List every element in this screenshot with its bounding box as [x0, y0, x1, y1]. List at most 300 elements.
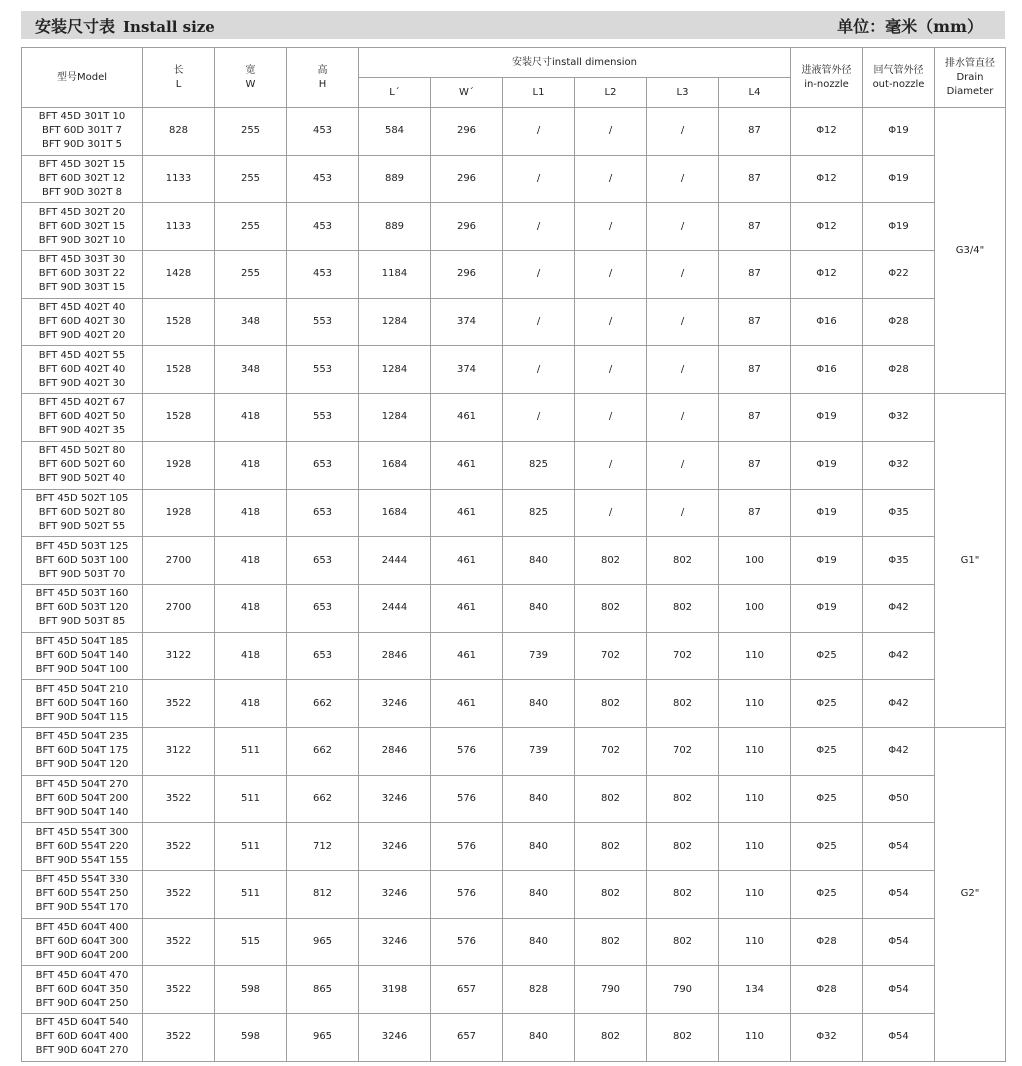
value-cell: / — [503, 155, 575, 203]
value-cell: 553 — [287, 346, 359, 394]
value-cell: 453 — [287, 251, 359, 299]
header-l3: L3 — [647, 78, 719, 108]
value-cell: Φ25 — [791, 775, 863, 823]
header-length: 长 L — [143, 48, 215, 108]
value-cell: 110 — [719, 632, 791, 680]
value-cell: Φ16 — [791, 298, 863, 346]
model-name: BFT 60D 502T 60 — [38, 459, 126, 471]
model-name: BFT 45D 504T 185 — [35, 635, 129, 647]
model-name: BFT 60D 604T 300 — [35, 936, 129, 948]
value-cell: 255 — [215, 155, 287, 203]
value-cell: Φ28 — [791, 918, 863, 966]
table-row — [22, 823, 1006, 871]
value-cell: 100 — [719, 537, 791, 585]
value-cell: 802 — [575, 584, 647, 632]
value-cell: 802 — [647, 823, 719, 871]
value-cell: 702 — [575, 727, 647, 775]
header-install-dimension: 安装尺寸install dimension — [359, 48, 791, 78]
model-cell — [22, 823, 143, 871]
value-cell: 374 — [431, 346, 503, 394]
value-cell: 511 — [215, 823, 287, 871]
value-cell: / — [647, 394, 719, 442]
value-cell: 840 — [503, 918, 575, 966]
value-cell: 2700 — [143, 584, 215, 632]
table-row — [22, 394, 1006, 442]
value-cell: 653 — [287, 489, 359, 537]
value-cell: 865 — [287, 966, 359, 1014]
value-cell: Φ25 — [791, 871, 863, 919]
value-cell: 110 — [719, 727, 791, 775]
value-cell: 3522 — [143, 1014, 215, 1062]
value-cell: 653 — [287, 441, 359, 489]
model-name: BFT 60D 604T 400 — [35, 1031, 129, 1043]
table-row — [22, 203, 1006, 251]
value-cell: 3246 — [359, 918, 431, 966]
value-cell: / — [575, 394, 647, 442]
value-cell: 840 — [503, 775, 575, 823]
value-cell: 802 — [575, 918, 647, 966]
header-drain-diameter: 排水管直径 Drain Diameter — [935, 48, 1006, 108]
model-name: BFT 90D 502T 40 — [38, 473, 126, 485]
unit-label: 单位：毫米（mm） — [837, 17, 983, 36]
model-name: BFT 90D 402T 30 — [38, 377, 126, 389]
value-cell: 653 — [287, 537, 359, 585]
value-cell: 110 — [719, 775, 791, 823]
model-name: BFT 90D 604T 200 — [35, 950, 129, 962]
value-cell: 1528 — [143, 394, 215, 442]
value-cell: 2444 — [359, 584, 431, 632]
value-cell: 1684 — [359, 489, 431, 537]
value-cell: 3122 — [143, 632, 215, 680]
table-row — [22, 537, 1006, 585]
value-cell: / — [503, 251, 575, 299]
model-name: BFT 60D 402T 40 — [38, 363, 126, 375]
value-cell: 87 — [719, 108, 791, 156]
model-name: BFT 60D 604T 350 — [35, 983, 129, 995]
value-cell: / — [647, 251, 719, 299]
value-cell: 461 — [431, 537, 503, 585]
value-cell: 87 — [719, 203, 791, 251]
value-cell: / — [503, 346, 575, 394]
value-cell: 511 — [215, 775, 287, 823]
value-cell: 802 — [575, 537, 647, 585]
value-cell: 662 — [287, 727, 359, 775]
value-cell: Φ32 — [863, 394, 935, 442]
value-cell: 1284 — [359, 346, 431, 394]
value-cell: 576 — [431, 918, 503, 966]
value-cell: Φ19 — [863, 155, 935, 203]
value-cell: 662 — [287, 680, 359, 728]
value-cell: 840 — [503, 680, 575, 728]
value-cell: / — [575, 346, 647, 394]
value-cell: 110 — [719, 1014, 791, 1062]
value-cell: 802 — [575, 871, 647, 919]
model-name: BFT 60D 504T 175 — [35, 745, 129, 757]
model-name: BFT 45D 554T 330 — [35, 874, 129, 886]
value-cell: 515 — [215, 918, 287, 966]
model-name: BFT 45D 402T 40 — [38, 302, 126, 314]
value-cell: Φ54 — [863, 918, 935, 966]
value-cell: 889 — [359, 155, 431, 203]
value-cell: 3522 — [143, 775, 215, 823]
value-cell: Φ19 — [791, 394, 863, 442]
value-cell: 453 — [287, 108, 359, 156]
model-name: BFT 45D 604T 400 — [35, 922, 129, 934]
value-cell: 418 — [215, 680, 287, 728]
value-cell: 255 — [215, 108, 287, 156]
value-cell: Φ19 — [791, 537, 863, 585]
value-cell: 2846 — [359, 632, 431, 680]
value-cell: 134 — [719, 966, 791, 1014]
value-cell: 889 — [359, 203, 431, 251]
value-cell: 3522 — [143, 966, 215, 1014]
model-cell — [22, 775, 143, 823]
value-cell: 802 — [647, 1014, 719, 1062]
value-cell: 255 — [215, 203, 287, 251]
value-cell: Φ19 — [791, 489, 863, 537]
value-cell: 802 — [647, 871, 719, 919]
model-cell — [22, 298, 143, 346]
value-cell: / — [647, 346, 719, 394]
model-name: BFT 45D 302T 15 — [38, 159, 126, 171]
value-cell: / — [503, 108, 575, 156]
value-cell: 790 — [647, 966, 719, 1014]
model-name: BFT 60D 554T 220 — [35, 840, 129, 852]
value-cell: 702 — [575, 632, 647, 680]
value-cell: / — [503, 394, 575, 442]
table-row — [22, 155, 1006, 203]
table-row — [22, 727, 1006, 775]
value-cell: 702 — [647, 632, 719, 680]
value-cell: 3522 — [143, 918, 215, 966]
model-name: BFT 60D 402T 50 — [38, 411, 126, 423]
value-cell: 461 — [431, 680, 503, 728]
value-cell: 584 — [359, 108, 431, 156]
model-name: BFT 45D 303T 30 — [38, 254, 126, 266]
value-cell: 653 — [287, 584, 359, 632]
value-cell: Φ12 — [791, 203, 863, 251]
value-cell: 657 — [431, 1014, 503, 1062]
value-cell: 418 — [215, 394, 287, 442]
header-l-prime: L´ — [359, 78, 431, 108]
value-cell: Φ50 — [863, 775, 935, 823]
model-name: BFT 60D 301T 7 — [41, 125, 123, 137]
value-cell: Φ19 — [863, 203, 935, 251]
value-cell: 2444 — [359, 537, 431, 585]
value-cell: 296 — [431, 203, 503, 251]
value-cell: 3522 — [143, 871, 215, 919]
model-name: BFT 45D 402T 55 — [38, 349, 126, 361]
model-cell — [22, 1014, 143, 1062]
model-name: BFT 45D 502T 80 — [38, 445, 126, 457]
value-cell: 802 — [575, 823, 647, 871]
model-name: BFT 90D 504T 140 — [35, 806, 129, 818]
value-cell: / — [575, 108, 647, 156]
value-cell: 802 — [647, 680, 719, 728]
table-body — [22, 108, 1006, 1062]
value-cell: 828 — [503, 966, 575, 1014]
model-name: BFT 45D 604T 540 — [35, 1017, 129, 1029]
value-cell: 2700 — [143, 537, 215, 585]
table-title — [35, 14, 215, 37]
value-cell: 790 — [575, 966, 647, 1014]
value-cell: 453 — [287, 203, 359, 251]
value-cell: 1133 — [143, 203, 215, 251]
header-width: 宽 W — [215, 48, 287, 108]
value-cell: 828 — [143, 108, 215, 156]
value-cell: Φ19 — [863, 108, 935, 156]
value-cell: 802 — [647, 918, 719, 966]
value-cell: 739 — [503, 727, 575, 775]
table-row — [22, 632, 1006, 680]
table-row — [22, 346, 1006, 394]
model-name: BFT 60D 302T 15 — [38, 220, 126, 232]
value-cell: 110 — [719, 918, 791, 966]
value-cell: 87 — [719, 155, 791, 203]
value-cell: / — [647, 298, 719, 346]
value-cell: 553 — [287, 394, 359, 442]
value-cell: 255 — [215, 251, 287, 299]
model-name: BFT 60D 554T 250 — [35, 888, 129, 900]
value-cell: 657 — [431, 966, 503, 1014]
value-cell: 461 — [431, 489, 503, 537]
table-row — [22, 680, 1006, 728]
value-cell: 3522 — [143, 680, 215, 728]
value-cell: 825 — [503, 441, 575, 489]
value-cell: Φ12 — [791, 155, 863, 203]
value-cell: Φ42 — [863, 680, 935, 728]
model-name: BFT 90D 604T 250 — [35, 997, 129, 1009]
value-cell: 598 — [215, 1014, 287, 1062]
model-cell — [22, 918, 143, 966]
value-cell: 87 — [719, 251, 791, 299]
model-name: BFT 45D 504T 270 — [35, 778, 129, 790]
value-cell: 3246 — [359, 1014, 431, 1062]
value-cell: 3198 — [359, 966, 431, 1014]
model-name: BFT 45D 502T 105 — [35, 492, 129, 504]
value-cell: 296 — [431, 251, 503, 299]
table-title-en: Install size — [123, 18, 215, 36]
table-row — [22, 1014, 1006, 1062]
value-cell: 461 — [431, 584, 503, 632]
value-cell: Φ16 — [791, 346, 863, 394]
value-cell: Φ19 — [791, 441, 863, 489]
value-cell: 87 — [719, 346, 791, 394]
table-row — [22, 775, 1006, 823]
value-cell: 840 — [503, 1014, 575, 1062]
header-l4: L4 — [719, 78, 791, 108]
value-cell: 3246 — [359, 680, 431, 728]
value-cell: 840 — [503, 584, 575, 632]
value-cell: 1928 — [143, 489, 215, 537]
value-cell: 87 — [719, 489, 791, 537]
value-cell: 418 — [215, 441, 287, 489]
value-cell: 511 — [215, 727, 287, 775]
model-cell — [22, 346, 143, 394]
model-cell — [22, 680, 143, 728]
value-cell: 100 — [719, 584, 791, 632]
header-l2: L2 — [575, 78, 647, 108]
value-cell: 2846 — [359, 727, 431, 775]
model-name: BFT 90D 502T 55 — [38, 520, 126, 532]
value-cell: 1428 — [143, 251, 215, 299]
drain-diameter-cell: G3/4" — [935, 108, 1006, 394]
model-cell — [22, 584, 143, 632]
model-name: BFT 90D 604T 270 — [35, 1045, 129, 1057]
value-cell: 702 — [647, 727, 719, 775]
value-cell: / — [575, 489, 647, 537]
value-cell: 418 — [215, 584, 287, 632]
model-cell — [22, 441, 143, 489]
value-cell: 739 — [503, 632, 575, 680]
value-cell: 1284 — [359, 394, 431, 442]
model-name: BFT 90D 302T 10 — [38, 234, 126, 246]
value-cell: 3246 — [359, 823, 431, 871]
value-cell: / — [575, 203, 647, 251]
value-cell: 461 — [431, 441, 503, 489]
table-row — [22, 108, 1006, 156]
value-cell: Φ25 — [791, 823, 863, 871]
value-cell: Φ19 — [791, 584, 863, 632]
value-cell: 965 — [287, 918, 359, 966]
model-name: BFT 60D 303T 22 — [38, 268, 126, 280]
value-cell: Φ54 — [863, 966, 935, 1014]
model-name: BFT 90D 504T 100 — [35, 663, 129, 675]
model-name: BFT 60D 402T 30 — [38, 316, 126, 328]
value-cell: 802 — [647, 775, 719, 823]
value-cell: 825 — [503, 489, 575, 537]
value-cell: Φ32 — [863, 441, 935, 489]
model-cell — [22, 871, 143, 919]
value-cell: 461 — [431, 632, 503, 680]
value-cell: Φ32 — [791, 1014, 863, 1062]
header-model: 型号Model — [22, 48, 143, 108]
value-cell: 802 — [575, 775, 647, 823]
value-cell: 374 — [431, 298, 503, 346]
drain-diameter-cell: G2" — [935, 727, 1006, 1061]
value-cell: 348 — [215, 346, 287, 394]
value-cell: 110 — [719, 871, 791, 919]
table-row — [22, 298, 1006, 346]
value-cell: 576 — [431, 871, 503, 919]
value-cell: Φ25 — [791, 727, 863, 775]
model-name: BFT 45D 554T 300 — [35, 826, 129, 838]
model-name: BFT 60D 502T 80 — [38, 506, 126, 518]
value-cell: 1528 — [143, 298, 215, 346]
value-cell: 3522 — [143, 823, 215, 871]
table-title-cn: 安装尺寸表 — [35, 17, 116, 36]
value-cell: / — [647, 441, 719, 489]
value-cell: / — [575, 251, 647, 299]
value-cell: 1684 — [359, 441, 431, 489]
table-row — [22, 966, 1006, 1014]
header-w-prime: W´ — [431, 78, 503, 108]
model-name: BFT 90D 554T 170 — [35, 902, 129, 914]
value-cell: Φ12 — [791, 251, 863, 299]
value-cell: Φ12 — [791, 108, 863, 156]
drain-diameter-cell: G1" — [935, 394, 1006, 728]
value-cell: 87 — [719, 441, 791, 489]
model-name: BFT 60D 504T 160 — [35, 697, 129, 709]
value-cell: 553 — [287, 298, 359, 346]
value-cell: 965 — [287, 1014, 359, 1062]
value-cell: / — [575, 155, 647, 203]
model-name: BFT 90D 302T 8 — [41, 187, 123, 199]
model-name: BFT 45D 504T 210 — [35, 683, 129, 695]
value-cell: / — [647, 108, 719, 156]
model-name: BFT 90D 554T 155 — [35, 854, 129, 866]
value-cell: 576 — [431, 823, 503, 871]
table-row — [22, 441, 1006, 489]
value-cell: 812 — [287, 871, 359, 919]
table-row — [22, 489, 1006, 537]
model-name: BFT 60D 504T 140 — [35, 649, 129, 661]
value-cell: / — [503, 298, 575, 346]
value-cell: 840 — [503, 823, 575, 871]
value-cell: 598 — [215, 966, 287, 1014]
value-cell: Φ28 — [863, 298, 935, 346]
model-cell — [22, 727, 143, 775]
value-cell: / — [575, 298, 647, 346]
value-cell: Φ54 — [863, 823, 935, 871]
value-cell: 296 — [431, 108, 503, 156]
table-row — [22, 871, 1006, 919]
title-bar — [21, 11, 1005, 39]
value-cell: Φ28 — [791, 966, 863, 1014]
model-name: BFT 90D 303T 15 — [38, 282, 126, 294]
model-cell — [22, 489, 143, 537]
value-cell: 418 — [215, 489, 287, 537]
value-cell: / — [575, 441, 647, 489]
value-cell: / — [647, 489, 719, 537]
model-name: BFT 90D 503T 70 — [38, 568, 126, 580]
value-cell: Φ35 — [863, 537, 935, 585]
model-cell — [22, 632, 143, 680]
model-name: BFT 90D 301T 5 — [41, 139, 123, 151]
model-name: BFT 45D 503T 160 — [35, 588, 129, 600]
model-cell — [22, 108, 143, 156]
value-cell: 1528 — [143, 346, 215, 394]
value-cell: 110 — [719, 680, 791, 728]
model-name: BFT 45D 301T 10 — [38, 111, 126, 123]
value-cell: Φ22 — [863, 251, 935, 299]
model-name: BFT 45D 503T 125 — [35, 540, 129, 552]
model-name: BFT 60D 302T 12 — [38, 173, 126, 185]
value-cell: 87 — [719, 298, 791, 346]
value-cell: / — [647, 155, 719, 203]
table-row — [22, 251, 1006, 299]
model-name: BFT 45D 504T 235 — [35, 731, 129, 743]
value-cell: Φ35 — [863, 489, 935, 537]
model-name: BFT 45D 302T 20 — [38, 206, 126, 218]
table-row — [22, 918, 1006, 966]
value-cell: 840 — [503, 871, 575, 919]
header-in-nozzle: 进液管外径 in-nozzle — [791, 48, 863, 108]
model-cell — [22, 251, 143, 299]
value-cell: 461 — [431, 394, 503, 442]
value-cell: Φ54 — [863, 871, 935, 919]
model-cell — [22, 537, 143, 585]
value-cell: 576 — [431, 775, 503, 823]
model-name: BFT 60D 503T 120 — [35, 602, 129, 614]
model-cell — [22, 394, 143, 442]
value-cell: Φ25 — [791, 680, 863, 728]
value-cell: 840 — [503, 537, 575, 585]
value-cell: 453 — [287, 155, 359, 203]
value-cell: 3122 — [143, 727, 215, 775]
model-name: BFT 90D 402T 35 — [38, 425, 126, 437]
model-cell — [22, 155, 143, 203]
